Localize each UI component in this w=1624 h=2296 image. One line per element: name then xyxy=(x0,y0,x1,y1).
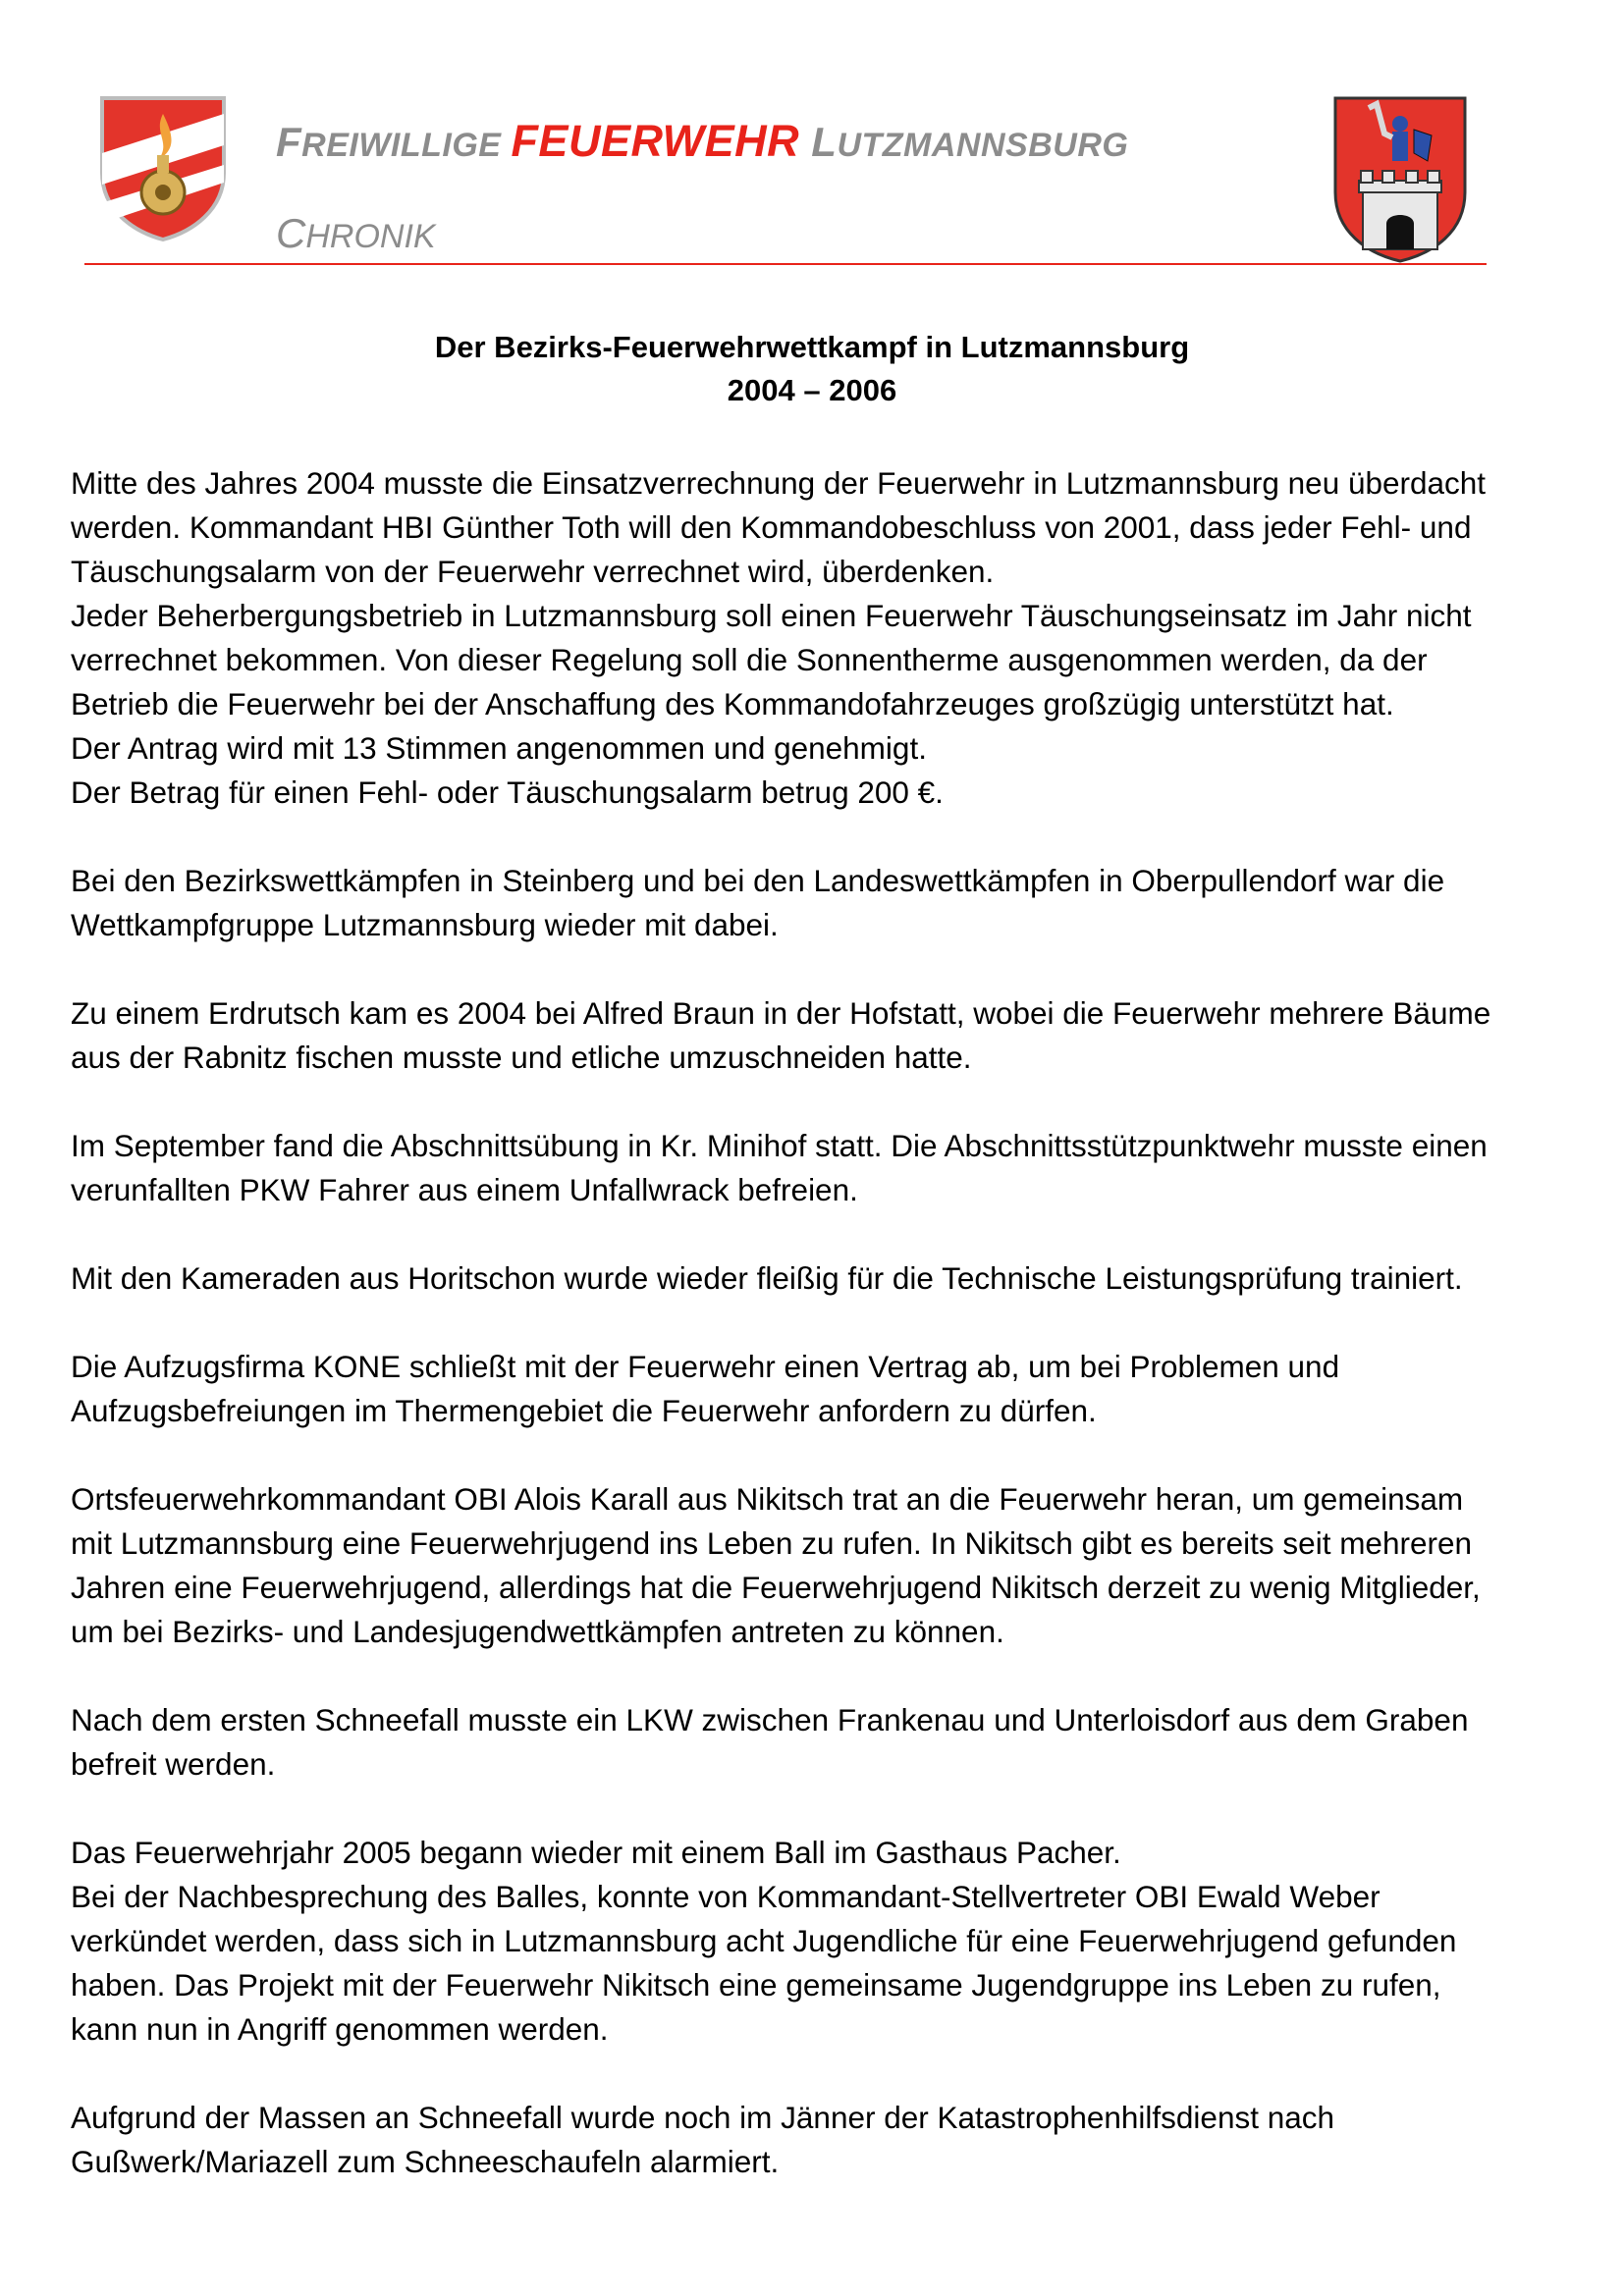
text-line: Der Antrag wird mit 13 Stimmen angenommen und genehmigt. xyxy=(71,730,927,766)
page-header xyxy=(0,0,1624,275)
document-body xyxy=(71,461,1553,2228)
text-line: Aufgrund der Massen an Schneefall wurde noch im Jänner der Katastrophenhilfsdienst nach xyxy=(71,2100,1335,2135)
text-line: aus der Rabnitz fischen musste und etliche umzuschneiden hatte. xyxy=(71,1040,972,1075)
text-line: Das Feuerwehrjahr 2005 begann wieder mit einem Ball im Gasthaus Pacher. xyxy=(71,1835,1121,1870)
header-divider xyxy=(84,263,1487,265)
text-line: Wettkampfgruppe Lutzmannsburg wieder mit dabei. xyxy=(71,907,779,942)
text-line: werden. Kommandant HBI Günther Toth will den Kommandobeschluss von 2001, dass jeder Fehl- und xyxy=(71,509,1472,545)
text-line: haben. Das Projekt mit der Feuerwehr Nikitsch eine gemeinsame Jugendgruppe ins Leben zu rufen, xyxy=(71,1967,1441,2002)
text-line: kann nun in Angriff genommen werden. xyxy=(71,2011,609,2047)
text-line: verrechnet bekommen. Von dieser Regelung soll die Sonnentherme ausgenommen werden, da der xyxy=(71,642,1428,677)
paragraph xyxy=(71,1124,1553,1212)
text-line: Bei der Nachbesprechung des Balles, konnte von Kommandant-Stellvertreter OBI Ewald Weber xyxy=(71,1879,1380,1914)
paragraph xyxy=(71,991,1553,1080)
text-line: Jahren eine Feuerwehrjugend, allerdings hat die Feuerwehrjugend Nikitsch derzeit zu wenig Mitglieder, xyxy=(71,1570,1481,1605)
text-line: Der Betrag für einen Fehl- oder Täuschungsalarm betrug 200 €. xyxy=(71,774,944,810)
text-line: um bei Bezirks- und Landesjugendwettkämpfen antreten zu können. xyxy=(71,1614,1004,1649)
text-line: Ortsfeuerwehrkommandant OBI Alois Karall aus Nikitsch trat an die Feuerwehr heran, um gemeinsam xyxy=(71,1481,1464,1517)
document-subtitle-years: 2004 – 2006 xyxy=(727,373,897,407)
paragraph xyxy=(71,1256,1553,1301)
coat-of-arms-icon xyxy=(1331,94,1469,263)
text-line: Mitte des Jahres 2004 musste die Einsatzverrechnung der Feuerwehr in Lutzmannsburg neu überdacht xyxy=(71,465,1487,501)
text-line: Aufzugsbefreiungen im Thermengebiet die Feuerwehr anfordern zu dürfen. xyxy=(71,1393,1097,1428)
text-line: Nach dem ersten Schneefall musste ein LKW zwischen Frankenau und Unterloisdorf aus dem Graben xyxy=(71,1702,1469,1737)
paragraph xyxy=(71,2096,1553,2184)
text-line: Gußwerk/Mariazell zum Schneeschaufeln alarmiert. xyxy=(71,2144,780,2179)
organization-name: FREIWILLIGE FEUERWEHR LUTZMANNSBURG xyxy=(276,116,1129,166)
text-line: befreit werden. xyxy=(71,1746,276,1782)
text-line: Betrieb die Feuerwehr bei der Anschaffung des Kommandofahrzeuges großzügig unterstützt hat. xyxy=(71,686,1394,721)
text-line: verunfallten PKW Fahrer aus einem Unfallwrack befreien. xyxy=(71,1172,858,1207)
text-line: Jeder Beherbergungsbetrieb in Lutzmannsburg soll einen Feuerwehr Täuschungseinsatz im Jahr nicht xyxy=(71,598,1472,633)
paragraph xyxy=(71,1831,1553,2052)
text-line: Täuschungsalarm von der Feuerwehr verrechnet wird, überdenken. xyxy=(71,554,995,589)
paragraph xyxy=(71,1477,1553,1654)
section-label: CHRONIK xyxy=(276,210,436,256)
paragraph xyxy=(71,1345,1553,1433)
paragraph xyxy=(71,859,1553,947)
fire-brigade-emblem-icon xyxy=(98,94,228,241)
text-line: Im September fand die Abschnittsübung in Kr. Minihof statt. Die Abschnittsstützpunktwehr musste einen xyxy=(71,1128,1488,1163)
text-line: mit Lutzmannsburg eine Feuerwehrjugend ins Leben zu rufen. In Nikitsch gibt es bereits seit mehreren xyxy=(71,1525,1473,1561)
paragraph xyxy=(71,461,1553,815)
document-title: Der Bezirks-Feuerwehrwettkampf in Lutzmannsburg xyxy=(434,330,1190,364)
text-line: verkündet werden, dass sich in Lutzmannsburg acht Jugendliche für eine Feuerwehrjugend gefunden xyxy=(71,1923,1457,1958)
text-line: Die Aufzugsfirma KONE schließt mit der Feuerwehr einen Vertrag ab, um bei Problemen und xyxy=(71,1349,1340,1384)
paragraph xyxy=(71,1698,1553,1787)
text-line: Mit den Kameraden aus Horitschon wurde wieder fleißig für die Technische Leistungsprüfung trainiert. xyxy=(71,1260,1463,1296)
text-line: Bei den Bezirkswettkämpfen in Steinberg und bei den Landeswettkämpfen in Oberpullendorf war die xyxy=(71,863,1445,898)
text-line: Zu einem Erdrutsch kam es 2004 bei Alfred Braun in der Hofstatt, wobei die Feuerwehr mehrere Bäume xyxy=(71,995,1491,1031)
